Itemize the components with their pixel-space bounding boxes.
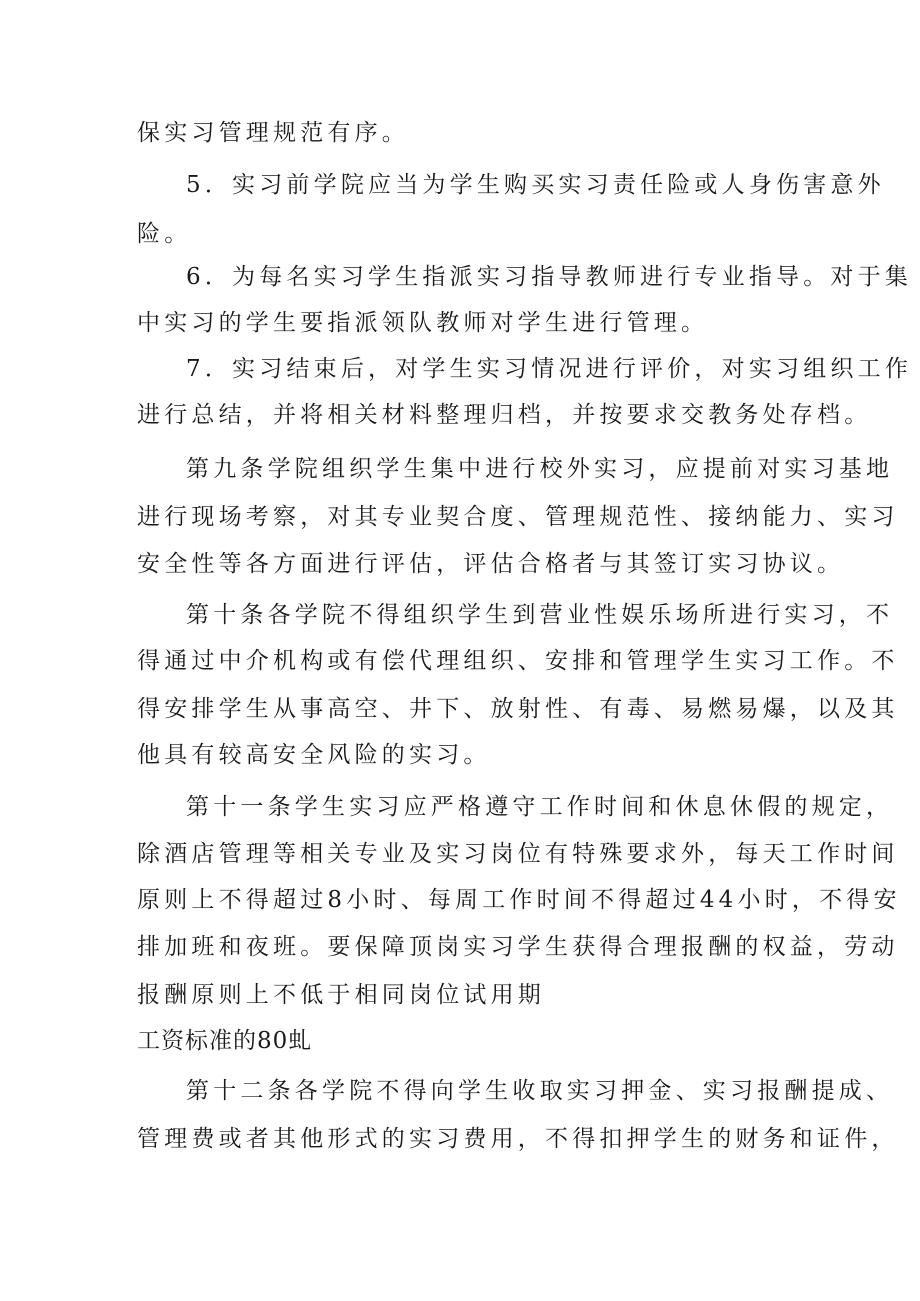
paragraph-line: 进行总结，并将相关材料整理归档，并按要求交教务处存档。 — [137, 402, 872, 428]
paragraph-line: 管理费或者其他形式的实习费用，不得扣押学生的财务和证件， — [137, 1126, 899, 1152]
paragraph-line: 第十一条学生实习应严格遵守工作时间和休息休假的规定， — [186, 794, 894, 820]
paragraph-line: 进行现场考察，对其专业契合度、管理规范性、接纳能力、实习 — [137, 504, 899, 530]
paragraph-line: 第九条学院组织学生集中进行校外实习，应提前对实习基地 — [186, 456, 894, 482]
paragraph-line: 报酬原则上不低于相同岗位试用期 — [137, 982, 545, 1008]
paragraph-line: 得安排学生从事高空、井下、放射性、有毒、易燃易爆，以及其 — [137, 696, 899, 722]
paragraph-line: 保实习管理规范有序。 — [137, 120, 409, 146]
paragraph-line: 第十二条各学院不得向学生收取实习押金、实习报酬提成、 — [186, 1078, 894, 1104]
paragraph-line: 工资标准的80虬 — [137, 1028, 313, 1054]
paragraph-line: 原则上不得超过8小时、每周工作时间不得超过44小时，不得安 — [137, 887, 901, 913]
paragraph-line: 6．为每名实习学生指派实习指导教师进行专业指导。对于集 — [186, 264, 913, 290]
paragraph-line: 中实习的学生要指派领队教师对学生进行管理。 — [137, 310, 709, 336]
paragraph-line: 5．实习前学院应当为学生购买实习责任险或人身伤害意外 — [186, 172, 885, 198]
paragraph-line: 得通过中介机构或有偿代理组织、安排和管理学生实习工作。不 — [137, 648, 899, 674]
paragraph-line: 7．实习结束后，对学生实习情况进行评价，对实习组织工作 — [186, 356, 913, 382]
paragraph-line: 第十条各学院不得组织学生到营业性娱乐场所进行实习，不 — [186, 602, 894, 628]
paragraph-line: 险。 — [137, 221, 192, 247]
paragraph-line: 排加班和夜班。要保障顶岗实习学生获得合理报酬的权益，劳动 — [137, 934, 899, 960]
paragraph-line: 除酒店管理等相关专业及实习岗位有特殊要求外，每天工作时间 — [137, 841, 899, 867]
paragraph-line: 他具有较高安全风险的实习。 — [137, 742, 491, 768]
paragraph-line: 安全性等各方面进行评估，评估合格者与其签订实习协议。 — [137, 551, 845, 577]
